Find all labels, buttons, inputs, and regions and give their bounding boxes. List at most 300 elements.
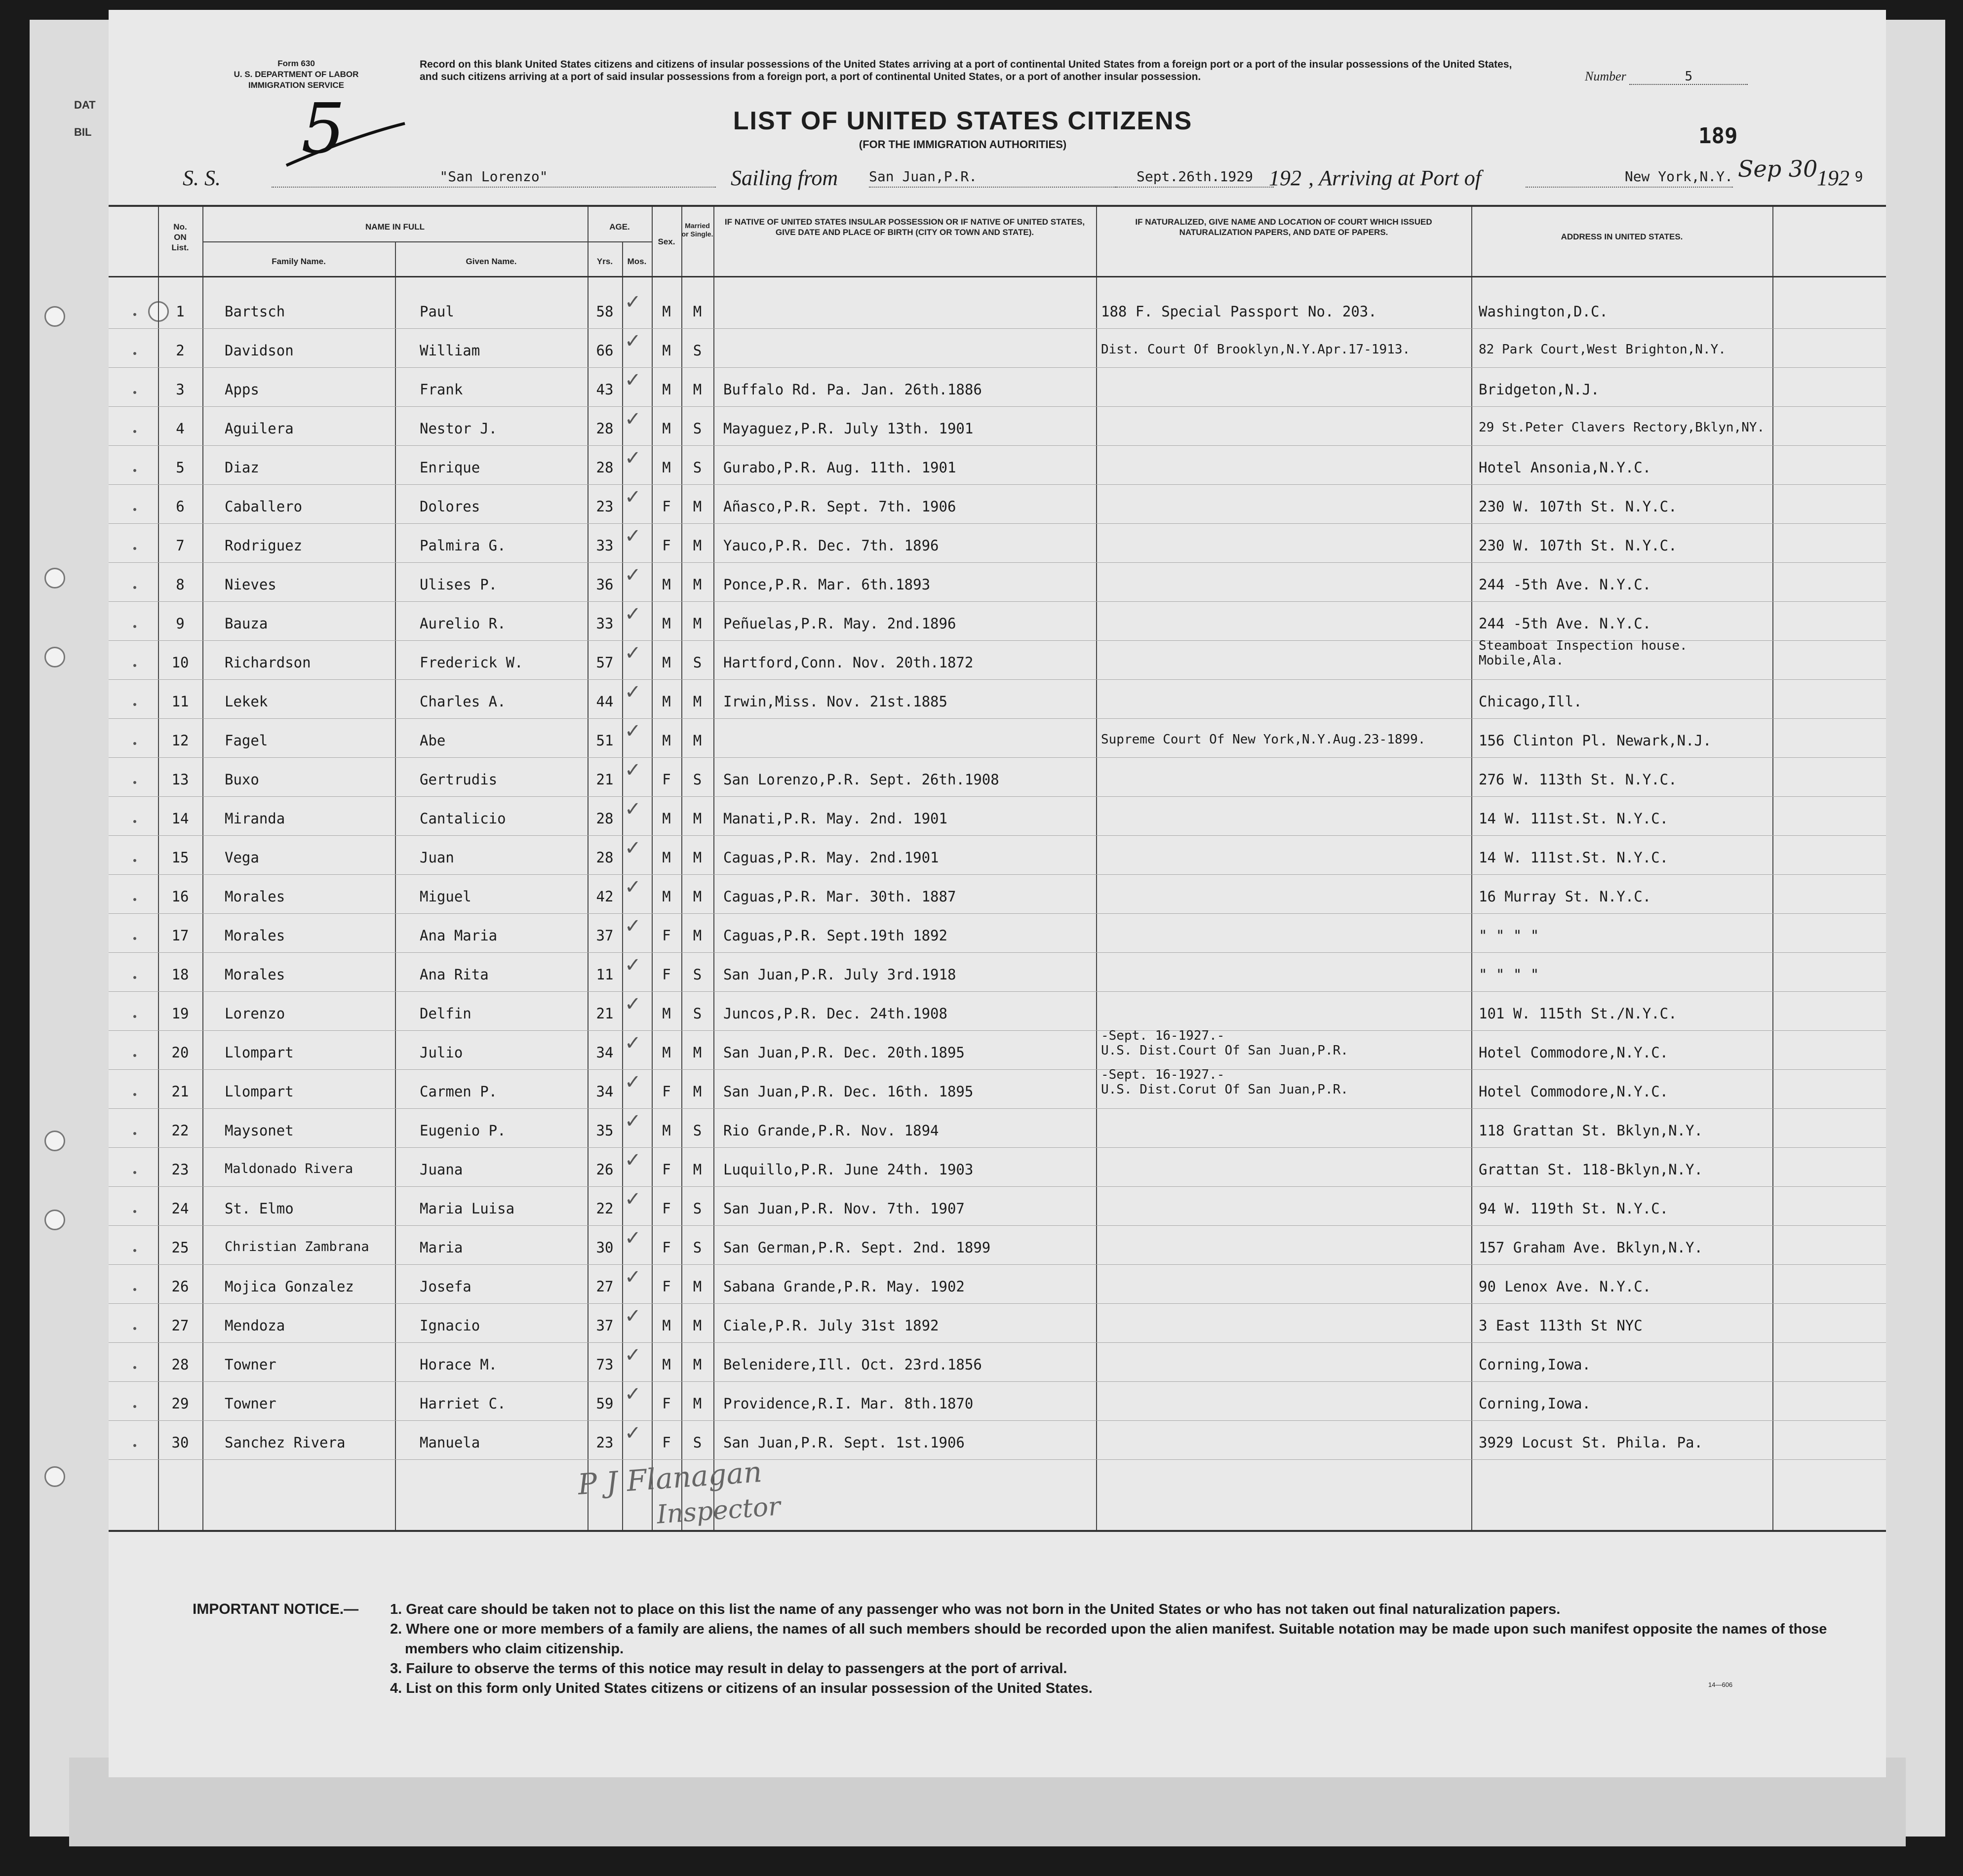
- row-rule: [109, 562, 1886, 563]
- birth-place-date: San Juan,P.R. Sept. 1st.1906: [723, 1434, 965, 1451]
- sex: M: [662, 1122, 671, 1139]
- notice-item: 3. Failure to observe the terms of this notice may result in delay to passengers at the port of arrival.: [390, 1661, 1067, 1677]
- address: Hotel Commodore,N.Y.C.: [1479, 1044, 1669, 1061]
- row-tick-mark: [133, 430, 136, 433]
- check-mark-icon: ✓: [625, 837, 641, 860]
- sex: F: [662, 537, 671, 554]
- row-rule: [109, 1030, 1886, 1031]
- address: 14 W. 111st.St. N.Y.C.: [1479, 849, 1669, 866]
- sex: M: [662, 459, 671, 476]
- age-years: 11: [596, 966, 614, 983]
- punch-hole: [44, 568, 65, 588]
- given-name: Aurelio R.: [420, 615, 506, 632]
- row-tick-mark: [133, 1210, 136, 1213]
- check-mark-icon: ✓: [625, 954, 641, 977]
- row-tick-mark: [133, 898, 136, 901]
- row-tick-mark: [133, 859, 136, 862]
- check-mark-icon: ✓: [625, 1344, 641, 1367]
- birth-place-date: San Lorenzo,P.R. Sept. 26th.1908: [723, 771, 999, 788]
- check-mark-icon: ✓: [625, 1188, 641, 1211]
- row-tick-mark: [133, 1366, 136, 1369]
- check-mark-icon: ✓: [625, 1383, 641, 1406]
- row-tick-mark: [133, 742, 136, 745]
- age-years: 33: [596, 537, 614, 554]
- row-number: 4: [176, 420, 185, 437]
- sex: F: [662, 1083, 671, 1100]
- row-rule: [109, 1069, 1886, 1070]
- row-rule: [109, 1186, 1886, 1187]
- marital-status: M: [693, 927, 702, 944]
- row-rule: [109, 679, 1886, 680]
- row-rule: [109, 874, 1886, 875]
- row-rule: [109, 913, 1886, 914]
- given-name: Maria Luisa: [420, 1200, 515, 1217]
- col-address: ADDRESS IN UNITED STATES.: [1561, 232, 1683, 241]
- marital-status: M: [693, 810, 702, 827]
- col-years: Yrs.: [596, 257, 613, 266]
- birth-place-date: Sabana Grande,P.R. May. 1902: [723, 1278, 965, 1295]
- family-name: Towner: [225, 1356, 276, 1373]
- birth-place-date: San German,P.R. Sept. 2nd. 1899: [723, 1239, 991, 1256]
- row-number: 6: [176, 498, 185, 515]
- family-name: Mojica Gonzalez: [225, 1278, 354, 1295]
- row-number: 20: [171, 1044, 189, 1061]
- row-number: 28: [171, 1356, 189, 1373]
- sex: M: [662, 693, 671, 710]
- given-name: Ana Maria: [420, 927, 498, 944]
- address: Bridgeton,N.J.: [1479, 381, 1600, 398]
- given-name: Dolores: [420, 498, 480, 515]
- sex: M: [662, 888, 671, 905]
- age-years: 42: [596, 888, 614, 905]
- ss-label: S. S.: [183, 166, 221, 190]
- page-subtitle: (FOR THE IMMIGRATION AUTHORITIES): [859, 138, 1067, 151]
- marital-status: M: [693, 1317, 702, 1334]
- given-name: Gertrudis: [420, 771, 498, 788]
- address: 156 Clinton Pl. Newark,N.J.: [1479, 732, 1712, 749]
- family-name: Diaz: [225, 459, 259, 476]
- address: 3929 Locust St. Phila. Pa.: [1479, 1434, 1703, 1451]
- birth-place-date: Rio Grande,P.R. Nov. 1894: [723, 1122, 939, 1139]
- naturalization: -Sept. 16-1927.- U.S. Dist.Corut Of San Juan,P.R.: [1101, 1067, 1348, 1097]
- given-name: Juana: [420, 1161, 463, 1178]
- birth-place-date: Belenidere,Ill. Oct. 23rd.1856: [723, 1356, 982, 1373]
- row-number: 12: [171, 732, 189, 749]
- inspector-title: Inspector: [656, 1491, 782, 1530]
- arrival-year-prefix: 192: [1817, 166, 1849, 190]
- given-name: Frank: [420, 381, 463, 398]
- marital-status: M: [693, 1395, 702, 1412]
- age-years: 21: [596, 771, 614, 788]
- row-rule: [109, 796, 1886, 797]
- col-given-name: Given Name.: [466, 257, 517, 266]
- row-tick-mark: [133, 1405, 136, 1408]
- sex: F: [662, 1200, 671, 1217]
- given-name: Charles A.: [420, 693, 506, 710]
- age-years: 28: [596, 849, 614, 866]
- row-tick-mark: [133, 976, 136, 979]
- arrival-year-suffix: 9: [1854, 168, 1863, 185]
- address: 29 St.Peter Clavers Rectory,Bklyn,NY.: [1479, 420, 1765, 435]
- punch-hole: [44, 306, 65, 327]
- check-mark-icon: ✓: [625, 330, 641, 352]
- sex: M: [662, 1044, 671, 1061]
- family-name: Bauza: [225, 615, 268, 632]
- page-number: 189: [1698, 123, 1738, 149]
- check-mark-icon: ✓: [625, 1071, 641, 1094]
- check-mark-icon: ✓: [625, 798, 641, 821]
- row-tick-mark: [133, 781, 136, 784]
- family-name: Richardson: [225, 654, 311, 671]
- marital-status: M: [693, 381, 702, 398]
- age-years: 73: [596, 1356, 614, 1373]
- row-tick-mark: [133, 508, 136, 511]
- given-name: Cantalicio: [420, 810, 506, 827]
- col-sex: Sex.: [658, 237, 675, 246]
- address: 230 W. 107th St. N.Y.C.: [1479, 498, 1677, 515]
- address: Steamboat Inspection house. Mobile,Ala.: [1479, 638, 1688, 668]
- age-years: 43: [596, 381, 614, 398]
- row-tick-mark: [133, 586, 136, 589]
- given-name: Palmira G.: [420, 537, 506, 554]
- marital-status: S: [693, 1005, 702, 1022]
- row-rule: [109, 1147, 1886, 1148]
- margin-label-1: DAT: [74, 99, 96, 111]
- marital-status: M: [693, 1161, 702, 1178]
- birth-place-date: Ciale,P.R. July 31st 1892: [723, 1317, 939, 1334]
- family-name: Miranda: [225, 810, 285, 827]
- row-number: 16: [171, 888, 189, 905]
- row-rule: [109, 406, 1886, 407]
- birth-place-date: Luquillo,P.R. June 24th. 1903: [723, 1161, 974, 1178]
- address: 276 W. 113th St. N.Y.C.: [1479, 771, 1677, 788]
- family-name: Lorenzo: [225, 1005, 285, 1022]
- number-value: 5: [1629, 69, 1748, 85]
- naturalization: -Sept. 16-1927.- U.S. Dist.Court Of San Juan,P.R.: [1101, 1028, 1348, 1058]
- sailing-label: Sailing from: [731, 166, 838, 190]
- age-years: 28: [596, 810, 614, 827]
- col-name-in-full: NAME IN FULL: [365, 222, 425, 232]
- row-tick-mark: [133, 352, 136, 355]
- punch-hole: [44, 1466, 65, 1487]
- row-tick-mark: [133, 820, 136, 823]
- address: 82 Park Court,West Brighton,N.Y.: [1479, 342, 1726, 357]
- row-number: 2: [176, 342, 185, 359]
- row-number: 19: [171, 1005, 189, 1022]
- check-mark-icon: ✓: [625, 564, 641, 586]
- address: 244 -5th Ave. N.Y.C.: [1479, 576, 1651, 593]
- row-number: 23: [171, 1161, 189, 1178]
- notice-lead: IMPORTANT NOTICE.—: [193, 1601, 359, 1617]
- given-name: Manuela: [420, 1434, 480, 1451]
- handwritten-list-number: 5: [301, 89, 346, 169]
- age-years: 51: [596, 732, 614, 749]
- sex: M: [662, 1317, 671, 1334]
- row-tick-mark: [133, 625, 136, 628]
- inspector-signature: P J Flanagan: [577, 1455, 763, 1501]
- check-mark-icon: ✓: [625, 720, 641, 743]
- marital-status: S: [693, 771, 702, 788]
- row-number: 24: [171, 1200, 189, 1217]
- list-number: [1585, 69, 1748, 85]
- row-tick-mark: [133, 1171, 136, 1174]
- naturalization: Supreme Court Of New York,N.Y.Aug.23-1899.: [1101, 732, 1426, 747]
- naturalization: Dist. Court Of Brooklyn,N.Y.Apr.17-1913.: [1101, 342, 1411, 357]
- ship-name: "San Lorenzo": [272, 168, 716, 188]
- sex: F: [662, 1434, 671, 1451]
- margin-label-2: BIL: [74, 126, 92, 138]
- check-mark-icon: ✓: [625, 486, 641, 508]
- address: 94 W. 119th St. N.Y.C.: [1479, 1200, 1669, 1217]
- given-name: Juan: [420, 849, 454, 866]
- col-months: Mos.: [627, 257, 647, 266]
- col-birth: IF NATIVE OF UNITED STATES INSULAR POSSESSION OR IF NATIVE OF UNITED STATES, GIVE DATE AND PLACE OF BIRTH (CITY OR TOWN AND STATE).: [724, 217, 1085, 237]
- given-name: Harriet C.: [420, 1395, 506, 1412]
- marital-status: M: [693, 498, 702, 515]
- given-name: Abe: [420, 732, 446, 749]
- address: 118 Grattan St. Bklyn,N.Y.: [1479, 1122, 1703, 1139]
- family-name: Maysonet: [225, 1122, 294, 1139]
- marital-status: M: [693, 576, 702, 593]
- notice-item: 2. Where one or more members of a family are aliens, the names of all such members should be recorded upon the alien manifest. Suitable notation may be made upon such manifest opposite the names of those members who claim citizenship.: [390, 1621, 1827, 1657]
- sex: F: [662, 498, 671, 515]
- given-name: Ignacio: [420, 1317, 480, 1334]
- sex: F: [662, 1395, 671, 1412]
- row-number: 27: [171, 1317, 189, 1334]
- check-mark-icon: ✓: [625, 915, 641, 938]
- check-mark-icon: ✓: [625, 1422, 641, 1445]
- row-number: 22: [171, 1122, 189, 1139]
- family-name: Llompart: [225, 1083, 294, 1100]
- family-name: Caballero: [225, 498, 303, 515]
- age-years: 21: [596, 1005, 614, 1022]
- family-name: Towner: [225, 1395, 276, 1412]
- arrival-port: New York,N.Y.: [1526, 168, 1733, 188]
- address: 3 East 113th St NYC: [1479, 1317, 1643, 1334]
- birth-place-date: Irwin,Miss. Nov. 21st.1885: [723, 693, 947, 710]
- form-code: 14—606: [1708, 1681, 1733, 1688]
- row-tick-mark: [133, 1444, 136, 1447]
- birth-place-date: San Juan,P.R. Nov. 7th. 1907: [723, 1200, 965, 1217]
- row-number: 8: [176, 576, 185, 593]
- marital-status: S: [693, 654, 702, 671]
- age-years: 30: [596, 1239, 614, 1256]
- row-number: 7: [176, 537, 185, 554]
- age-years: 27: [596, 1278, 614, 1295]
- sex: M: [662, 1005, 671, 1022]
- family-name: Sanchez Rivera: [225, 1434, 346, 1451]
- address: Hotel Commodore,N.Y.C.: [1479, 1083, 1669, 1100]
- row-tick-mark: [133, 1327, 136, 1330]
- col-number: No. ON List.: [171, 222, 189, 252]
- row-tick-mark: [133, 1288, 136, 1291]
- row-number: 5: [176, 459, 185, 476]
- row-rule: [109, 445, 1886, 446]
- address: 14 W. 111st.St. N.Y.C.: [1479, 810, 1669, 827]
- birth-place-date: Caguas,P.R. May. 2nd.1901: [723, 849, 939, 866]
- age-years: 36: [596, 576, 614, 593]
- form-identifier: Form 630 U. S. DEPARTMENT OF LABOR IMMIGRATION SERVICE: [234, 59, 359, 90]
- given-name: Nestor J.: [420, 420, 498, 437]
- sailing-port: San Juan,P.R.: [869, 168, 1116, 188]
- address: 90 Lenox Ave. N.Y.C.: [1479, 1278, 1651, 1295]
- row-tick-mark: [133, 1249, 136, 1252]
- row-tick-mark: [133, 1132, 136, 1135]
- address: 16 Murray St. N.Y.C.: [1479, 888, 1651, 905]
- check-mark-icon: ✓: [625, 993, 641, 1016]
- sex: M: [662, 420, 671, 437]
- check-mark-icon: ✓: [625, 291, 641, 313]
- arriving-label: , Arriving at Port of: [1308, 166, 1481, 190]
- sex: M: [662, 576, 671, 593]
- sex: F: [662, 1278, 671, 1295]
- birth-place-date: Providence,R.I. Mar. 8th.1870: [723, 1395, 974, 1412]
- age-years: 26: [596, 1161, 614, 1178]
- marital-status: M: [693, 849, 702, 866]
- marital-status: M: [693, 1278, 702, 1295]
- sex: F: [662, 927, 671, 944]
- given-name: Horace M.: [420, 1356, 498, 1373]
- row-number: 21: [171, 1083, 189, 1100]
- check-mark-icon: ✓: [625, 1305, 641, 1328]
- family-name: Rodriguez: [225, 537, 303, 554]
- row-number: 9: [176, 615, 185, 632]
- notice-item: 4. List on this form only United States citizens or citizens of an insular possession of the United States.: [390, 1681, 1093, 1696]
- family-name: Fagel: [225, 732, 268, 749]
- sex: M: [662, 849, 671, 866]
- row-rule: [109, 952, 1886, 953]
- col-married-single: Married or Single.: [681, 222, 713, 238]
- row-rule: [109, 328, 1886, 329]
- given-name: Maria: [420, 1239, 463, 1256]
- family-name: Aguilera: [225, 420, 294, 437]
- row-number: 10: [171, 654, 189, 671]
- punch-hole: [44, 1131, 65, 1151]
- check-mark-icon: ✓: [625, 447, 641, 469]
- check-mark-icon: ✓: [625, 1266, 641, 1289]
- row-tick-mark: [133, 703, 136, 706]
- age-years: 28: [596, 459, 614, 476]
- family-name: Buxo: [225, 771, 259, 788]
- punch-hole: [44, 647, 65, 667]
- birth-place-date: Gurabo,P.R. Aug. 11th. 1901: [723, 459, 956, 476]
- marital-status: S: [693, 420, 702, 437]
- family-name: Mendoza: [225, 1317, 285, 1334]
- family-name: St. Elmo: [225, 1200, 294, 1217]
- row-number: 29: [171, 1395, 189, 1412]
- given-name: Eugenio P.: [420, 1122, 506, 1139]
- birth-place-date: Hartford,Conn. Nov. 20th.1872: [723, 654, 974, 671]
- birth-place-date: Yauco,P.R. Dec. 7th. 1896: [723, 537, 939, 554]
- row-rule: [109, 1264, 1886, 1265]
- given-name: Carmen P.: [420, 1083, 498, 1100]
- given-name: Delfin: [420, 1005, 471, 1022]
- family-name: Apps: [225, 381, 259, 398]
- age-years: 66: [596, 342, 614, 359]
- marital-status: S: [693, 1122, 702, 1139]
- check-mark-icon: ✓: [625, 408, 641, 430]
- given-name: Frederick W.: [420, 654, 523, 671]
- check-mark-icon: ✓: [625, 642, 641, 664]
- birth-place-date: Ponce,P.R. Mar. 6th.1893: [723, 576, 931, 593]
- voyage-line: [183, 156, 1863, 195]
- row-rule: [109, 523, 1886, 524]
- family-name: Llompart: [225, 1044, 294, 1061]
- naturalization: 188 F. Special Passport No. 203.: [1101, 303, 1377, 320]
- row-rule: [109, 601, 1886, 602]
- sex: M: [662, 381, 671, 398]
- sex: M: [662, 810, 671, 827]
- col-naturalized: IF NATURALIZED, GIVE NAME AND LOCATION OF COURT WHICH ISSUED NATURALIZATION PAPERS, AND DATE OF PAPERS.: [1135, 217, 1432, 237]
- row-tick-mark: [133, 469, 136, 472]
- age-years: 37: [596, 927, 614, 944]
- family-name: Nieves: [225, 576, 276, 593]
- birth-place-date: San Juan,P.R. Dec. 16th. 1895: [723, 1083, 974, 1100]
- family-name: Morales: [225, 927, 285, 944]
- given-name: Ana Rita: [420, 966, 489, 983]
- family-name: Morales: [225, 888, 285, 905]
- family-name: Bartsch: [225, 303, 285, 320]
- given-name: Paul: [420, 303, 454, 320]
- family-name: Lekek: [225, 693, 268, 710]
- sex: F: [662, 771, 671, 788]
- birth-place-date: San Juan,P.R. July 3rd.1918: [723, 966, 956, 983]
- given-name: Julio: [420, 1044, 463, 1061]
- check-mark-icon: ✓: [625, 759, 641, 782]
- row-rule: [109, 991, 1886, 992]
- age-years: 28: [596, 420, 614, 437]
- birth-place-date: San Juan,P.R. Dec. 20th.1895: [723, 1044, 965, 1061]
- age-years: 23: [596, 498, 614, 515]
- passenger-table: [109, 205, 1886, 1532]
- marital-status: S: [693, 966, 702, 983]
- row-rule: [109, 718, 1886, 719]
- row-rule: [109, 1225, 1886, 1226]
- row-rule: [109, 1381, 1886, 1382]
- address: Corning,Iowa.: [1479, 1356, 1591, 1373]
- row-number: 14: [171, 810, 189, 827]
- marital-status: S: [693, 1239, 702, 1256]
- row-number: 18: [171, 966, 189, 983]
- birth-place-date: Caguas,P.R. Sept.19th 1892: [723, 927, 947, 944]
- row-rule: [109, 757, 1886, 758]
- sex: M: [662, 615, 671, 632]
- sailing-year-prefix: 192: [1269, 166, 1301, 190]
- age-years: 37: [596, 1317, 614, 1334]
- row-tick-mark: [133, 391, 136, 394]
- age-years: 59: [596, 1395, 614, 1412]
- check-mark-icon: ✓: [625, 681, 641, 704]
- given-name: Josefa: [420, 1278, 471, 1295]
- sex: M: [662, 342, 671, 359]
- row-number: 11: [171, 693, 189, 710]
- row-rule: [109, 1303, 1886, 1304]
- address: 244 -5th Ave. N.Y.C.: [1479, 615, 1651, 632]
- row-number: 15: [171, 849, 189, 866]
- address: " " " ": [1479, 966, 1539, 983]
- row-number: 3: [176, 381, 185, 398]
- sex: F: [662, 966, 671, 983]
- row-tick-mark: [133, 313, 136, 316]
- birth-place-date: Peñuelas,P.R. May. 2nd.1896: [723, 615, 956, 632]
- sex: M: [662, 654, 671, 671]
- given-name: Enrique: [420, 459, 480, 476]
- row-number: 30: [171, 1434, 189, 1451]
- marital-status: S: [693, 1434, 702, 1451]
- marital-status: M: [693, 1083, 702, 1100]
- row-tick-mark: [133, 664, 136, 667]
- number-label: Number: [1585, 69, 1626, 83]
